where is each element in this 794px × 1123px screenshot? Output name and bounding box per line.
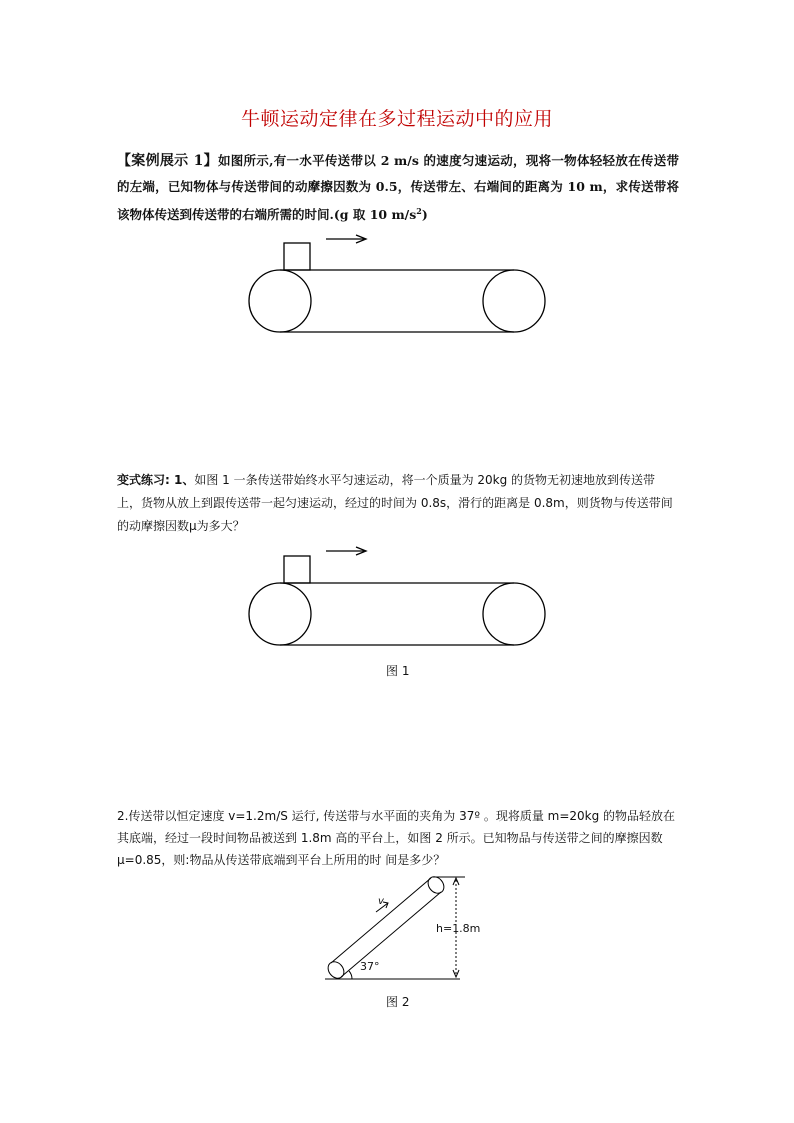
variant1-text: 如图 1 一条传送带始终水平匀速运动，将一个质量为 20kg 的货物无初速地放到传送带上，货物从放上到跟传送带一起匀速运动，经过的时间为 0.8s，滑行的距离是 0.8m，则货物与传送带间的动摩擦因数μ为多大？ (117, 473, 673, 533)
variant1-label: 变式练习: 1、 (117, 473, 195, 487)
variant2-paragraph (117, 805, 679, 871)
variant2-text: 2.传送带以恒定速度 v=1.2m/S 运行, 传送带与水平面的夹角为 37º 。现将质量 m=20kg 的物品轻放在其底端，经过一段时间物品被送到 1.8m 高的平台上，如图 2 所示。已知物品与传送带之间的摩擦因数μ=0.85，则:物品从传送带底端到平台上所用的时 间是多少？ (117, 809, 676, 867)
right-pulley (483, 583, 545, 645)
left-pulley (249, 270, 311, 332)
block (284, 556, 310, 583)
height-label: h=1.8m (436, 922, 481, 935)
angle-label: 37° (360, 960, 380, 973)
case1-label: 【案例展示 1】 (117, 153, 218, 169)
figure2-caption: 图 2 (386, 995, 410, 1009)
right-pulley (483, 270, 545, 332)
page-title: 牛顿运动定律在多过程运动中的应用 (240, 108, 553, 130)
incline-belt-bottom (341, 892, 441, 977)
bottom-pulley (325, 959, 347, 982)
case1-tail: ) (421, 207, 428, 223)
incline-belt-top (331, 878, 431, 963)
case1-sup: 2 (416, 206, 422, 216)
conveyor-belt-1 (249, 235, 545, 332)
figure1-caption: 图 1 (386, 664, 410, 678)
conveyor-belt-2 (249, 547, 545, 645)
angle-arc (349, 971, 352, 979)
variant1-paragraph (117, 469, 679, 538)
block (284, 243, 310, 270)
left-pulley (249, 583, 311, 645)
v-label: v (378, 896, 384, 907)
case1-text: 如图所示,有一水平传送带以 2 m/s 的速度匀速运动，现将一物体轻轻放在传送带的左端，已知物体与传送带间的动摩擦因数为 0.5，传送带左、右端间的距离为 10 m，求传送带将该物体传送到传送带的右端所需的时间.(g 取 10 m/s (117, 153, 679, 223)
